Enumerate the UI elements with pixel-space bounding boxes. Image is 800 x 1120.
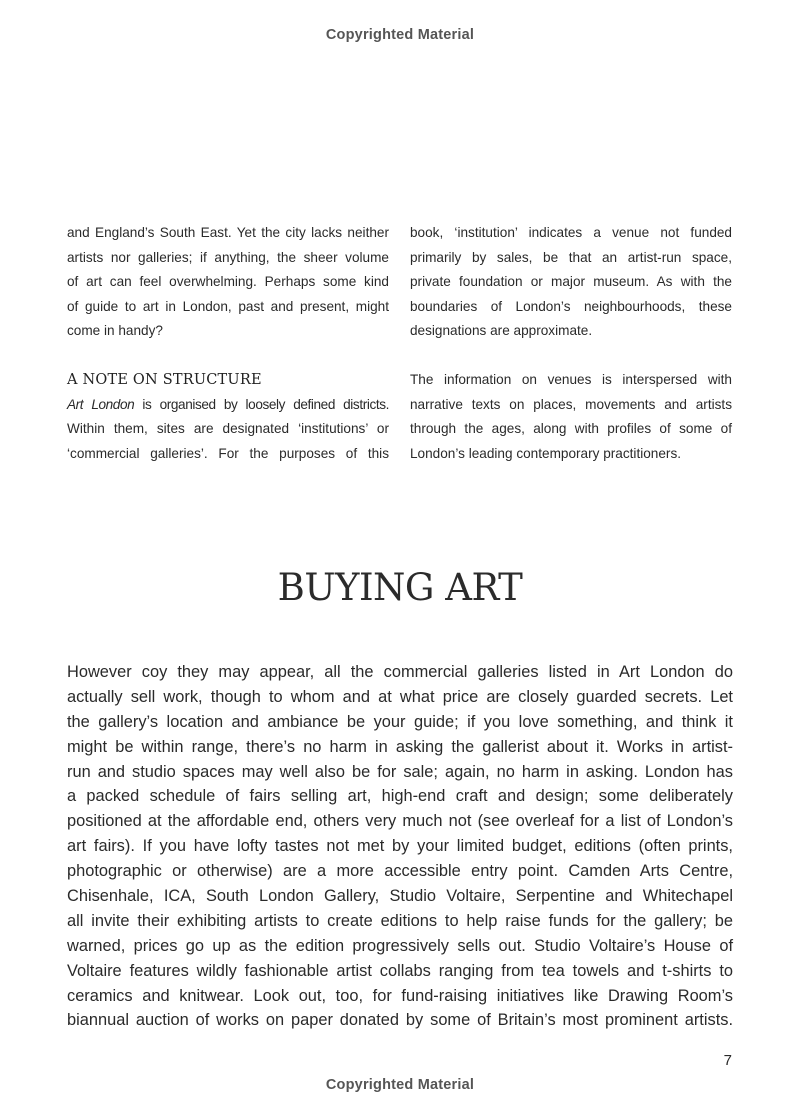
text-line: of art can feel overwhelming. Perhaps some kind (67, 274, 389, 289)
text-line: and England’s South East. Yet the city lacks neither (67, 225, 389, 240)
text-line: all invite their exhibiting artists to create editions to help raise funds for the gallery; be (67, 911, 733, 930)
text-line: artists nor galleries; if anything, the sheer volume (67, 249, 389, 265)
text-line: narrative texts on places, movements and artists (410, 396, 732, 412)
copyright-watermark-top: Copyrighted Material (325, 27, 475, 43)
text-line: Within them, sites are designated ‘institutions’ or (67, 421, 389, 436)
left-column (67, 221, 389, 466)
text-line: biannual auction of works on paper donated by some of Britain’s most prominent artists. (67, 1011, 733, 1030)
text-line: through the ages, along with profiles of some of (410, 421, 732, 436)
text-line: run and studio spaces may well also be for sale; again, no harm in asking. London has (67, 762, 733, 781)
section-title: BUYING ART (277, 566, 523, 609)
right-column (410, 221, 732, 466)
text-fragment: is organised by loosely defined districts. (134, 396, 389, 412)
text-line: The information on venues is interspersed with (410, 372, 732, 387)
text-line: of guide to art in London, past and present, might (67, 298, 389, 314)
section-body (67, 660, 733, 1033)
text-line: the gallery’s location and ambiance be your guide; if you love something, and think it (67, 712, 733, 731)
book-title: Art London (67, 396, 135, 412)
page-number: 7 (723, 1052, 732, 1069)
text-line (67, 393, 389, 418)
text-line: actually sell work, though to whom and at what price are closely guarded secrets. Let (67, 687, 733, 706)
text-line: primarily by sales, be that an artist-run space, (410, 249, 732, 265)
text-line: ceramics and knitwear. Look out, too, for fund-raising initiatives like Drawing Room’s (67, 986, 733, 1005)
text-line: boundaries of London’s neighbourhoods, these (410, 298, 732, 314)
text-line: come in handy? (67, 323, 163, 338)
text-line: London’s leading contemporary practitioners. (410, 445, 682, 461)
text-line: photographic or otherwise) are a more accessible entry point. Camden Arts Centre, (67, 862, 733, 881)
text-line: Voltaire features wildly fashionable artist collabs ranging from tea towels and t-shirts to (67, 961, 733, 980)
text-line: warned, prices go up as the edition progressively sells out. Studio Voltaire’s House of (67, 936, 733, 955)
text-line: private foundation or major museum. As with the (410, 274, 732, 289)
text-line: designations are approximate. (410, 323, 593, 338)
text-line: might be within range, there’s no harm in asking the gallerist about it. Works in artist- (67, 737, 733, 756)
section-heading: A NOTE ON STRUCTURE (67, 372, 262, 388)
text-line: However coy they may appear, all the commercial galleries listed in Art London do (67, 663, 733, 681)
text-line: art fairs). If you have lofty tastes not met by your limited budget, editions (often prints, (67, 837, 733, 856)
text-line: a packed schedule of fairs selling art, high-end craft and design; some deliberately (67, 787, 733, 806)
copyright-watermark-bottom: Copyrighted Material (325, 1077, 475, 1093)
text-line: Chisenhale, ICA, South London Gallery, Studio Voltaire, Serpentine and Whitechapel (67, 887, 733, 906)
text-line: ‘commercial galleries’. For the purposes of this (67, 445, 389, 461)
text-line: book, ‘institution’ indicates a venue not funded (410, 225, 732, 240)
text-line: positioned at the affordable end, others very much not (see overleaf for a list of London’s (67, 812, 733, 831)
